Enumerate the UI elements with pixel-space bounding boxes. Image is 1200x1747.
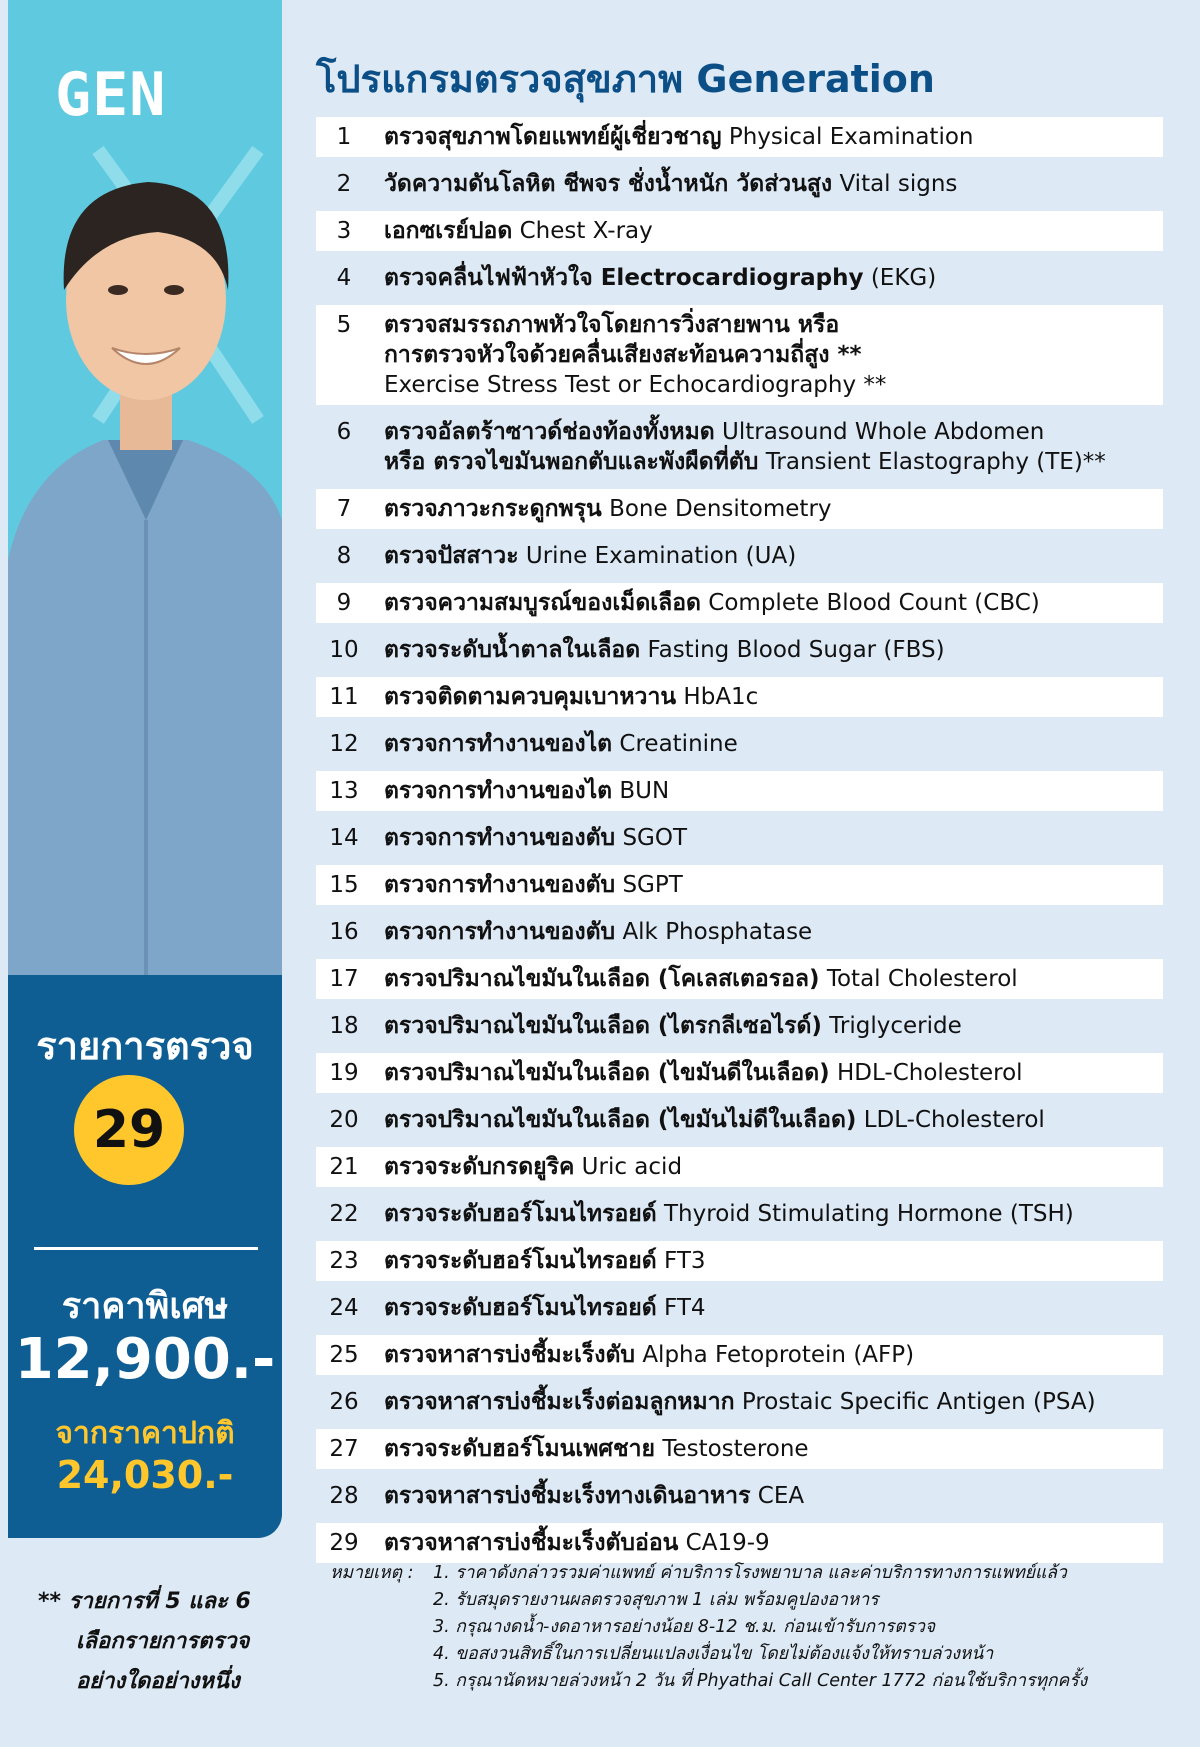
exam-name-thai: ตรวจหาสารบ่งชี้มะเร็งทางเดินอาหาร [384, 1483, 751, 1509]
notes-list [330, 1560, 1190, 1695]
exam-name-thai: ตรวจปัสสาวะ [384, 543, 519, 569]
exam-name-english: Transient Elastography (TE)** [765, 449, 1106, 475]
exam-name-english: Exercise Stress Test or Echocardiography ** [384, 372, 887, 398]
note-item: 5. กรุณานัดหมายล่วงหน้า 2 วัน ที่ Phyathai Call Center 1772 ก่อนใช้บริการทุกครั้ง [433, 1671, 1088, 1691]
exam-number: 26 [329, 1389, 359, 1415]
exam-name-english: Bone Densitometry [609, 496, 832, 522]
exam-number: 16 [329, 919, 359, 945]
exam-number: 5 [336, 312, 352, 338]
exam-row [316, 1335, 1163, 1375]
exam-number: 21 [329, 1154, 359, 1180]
footnote-line: ** รายการที่ 5 และ 6 [38, 1589, 251, 1614]
left-column [0, 0, 284, 1747]
exam-number: 14 [329, 825, 359, 851]
exam-name-thai: ตรวจระดับฮอร์โมนไทรอยด์ [384, 1248, 657, 1274]
exam-row [316, 1053, 1163, 1093]
exam-row [316, 412, 1163, 482]
exam-name-english: SGOT [622, 825, 688, 851]
exam-line [384, 1199, 1163, 1229]
exam-name-thai: ตรวจระดับน้ำตาลในเลือด [384, 637, 641, 663]
exam-row [316, 489, 1163, 529]
exam-text [372, 494, 1163, 524]
notes-section [330, 1560, 1190, 1695]
exam-name-thai: ตรวจระดับฮอร์โมนไทรอยด์ [384, 1295, 657, 1321]
exam-name-english: Chest X-ray [519, 218, 653, 244]
exam-name-english: Fasting Blood Sugar (FBS) [647, 637, 945, 663]
exam-line [384, 1105, 1163, 1135]
exam-number: 29 [329, 1530, 359, 1556]
exam-name-english: Complete Blood Count (CBC) [708, 590, 1040, 616]
exam-line [384, 1528, 1163, 1558]
exam-name-thai: ตรวจการทำงานของไต [384, 778, 613, 804]
exam-row [316, 818, 1163, 858]
exam-name-thai: ตรวจปริมาณไขมันในเลือด (ไขมันดีในเลือด) [384, 1060, 830, 1086]
exam-number: 9 [336, 590, 352, 616]
exam-number: 8 [336, 543, 352, 569]
exam-row [316, 677, 1163, 717]
exam-row [316, 1241, 1163, 1281]
exam-text [372, 870, 1163, 900]
exam-name-english: Triglyceride [829, 1013, 962, 1039]
exam-line [384, 588, 1163, 618]
exam-row [316, 211, 1163, 251]
exam-number: 3 [336, 218, 352, 244]
exam-row [316, 117, 1163, 157]
exam-row [316, 1147, 1163, 1187]
exam-name-thai: ตรวจการทำงานของตับ [384, 872, 616, 898]
exam-number: 19 [329, 1060, 359, 1086]
exam-line [384, 494, 1163, 524]
exam-line [384, 1481, 1163, 1511]
exam-text [372, 1199, 1163, 1229]
exam-name-english: Thyroid Stimulating Hormone (TSH) [664, 1201, 1074, 1227]
exam-name-thai: ตรวจความสมบูรณ์ของเม็ดเลือด [384, 590, 701, 616]
exam-text [372, 1340, 1163, 1370]
exam-text [372, 776, 1163, 806]
exam-line [384, 447, 1163, 477]
exam-name-english: (EKG) [870, 265, 937, 291]
exam-text [372, 682, 1163, 712]
exam-line [384, 1011, 1163, 1041]
exam-name-english: Testosterone [662, 1436, 809, 1462]
exam-row [316, 258, 1163, 298]
exam-name-english: Creatinine [619, 731, 738, 757]
note-item: 4. ขอสงวนสิทธิ์ในการเปลี่ยนแปลงเงื่อนไข โดยไม่ต้องแจ้งให้ทราบล่วงหน้า [433, 1644, 994, 1664]
exam-name-english: Alk Phosphatase [622, 919, 813, 945]
exam-row [316, 912, 1163, 952]
exam-number: 11 [329, 684, 359, 710]
exam-text [372, 1105, 1163, 1135]
footnote-line: อย่างใดอย่างหนึ่ง [76, 1669, 240, 1694]
exam-name-thai: ตรวจการทำงานของตับ [384, 825, 616, 851]
exam-row [316, 1288, 1163, 1328]
note-item: 3. กรุณางดน้ำ-งดอาหารอย่างน้อย 8-12 ช.ม. ก่อนเข้ารับการตรวจ [433, 1617, 936, 1637]
exam-row [316, 1382, 1163, 1422]
exam-name-thai: ตรวจหาสารบ่งชี้มะเร็งต่อมลูกหมาก [384, 1389, 735, 1415]
exam-row [316, 1006, 1163, 1046]
exam-number: 20 [329, 1107, 359, 1133]
exam-text [372, 823, 1163, 853]
hero-photo [8, 0, 282, 975]
exam-text [372, 729, 1163, 759]
exam-line [384, 1246, 1163, 1276]
exam-row [316, 536, 1163, 576]
exam-number: 10 [329, 637, 359, 663]
exam-name-thai: ตรวจการทำงานของตับ [384, 919, 616, 945]
exam-name-english: LDL-Cholesterol [863, 1107, 1045, 1133]
price-panel [8, 975, 282, 1538]
exam-number: 17 [329, 966, 359, 992]
exam-row [316, 630, 1163, 670]
exam-row [316, 1476, 1163, 1516]
exam-name-thai: ตรวจติดตามควบคุมเบาหวาน [384, 684, 677, 710]
exam-name-english: Physical Examination [728, 124, 974, 150]
exam-list [316, 117, 1163, 1570]
special-price: 12,900.- [14, 1327, 276, 1392]
original-price: 24,030.- [56, 1453, 234, 1497]
exam-row [316, 1429, 1163, 1469]
exam-number: 22 [329, 1201, 359, 1227]
exam-row [316, 1194, 1163, 1234]
exam-line [384, 1434, 1163, 1464]
exam-line [384, 310, 1163, 340]
notes-header: หมายเหตุ : [330, 1563, 414, 1583]
exam-text [372, 541, 1163, 571]
exam-line [384, 1152, 1163, 1182]
note-item: 2. รับสมุดรายงานผลตรวจสุขภาพ 1 เล่ม พร้อมคูปองอาหาร [433, 1590, 879, 1610]
exam-name-english: BUN [619, 778, 670, 804]
exam-name-english: Vital signs [839, 171, 958, 197]
exam-name-english: HDL-Cholesterol [837, 1060, 1023, 1086]
exam-number: 15 [329, 872, 359, 898]
exam-name-thai: ตรวจระดับฮอร์โมนไทรอยด์ [384, 1201, 657, 1227]
exam-text [372, 964, 1163, 994]
exam-row [316, 1523, 1163, 1563]
exam-line [384, 776, 1163, 806]
exam-text [372, 1434, 1163, 1464]
exam-line [384, 1293, 1163, 1323]
exam-text [372, 1293, 1163, 1323]
exam-text [372, 122, 1163, 152]
exam-name-thai: วัดความดันโลหิต ชีพจร ชั่งน้ำหนัก วัดส่วนสูง [384, 171, 833, 197]
exam-number: 1 [336, 124, 352, 150]
exam-name-thai: ตรวจสมรรถภาพหัวใจโดยการวิ่งสายพาน หรือ [384, 312, 840, 338]
exam-line [384, 541, 1163, 571]
exam-name-thai: ตรวจระดับฮอร์โมนเพศชาย [384, 1436, 655, 1462]
exam-text [372, 588, 1163, 618]
exam-line [384, 1387, 1163, 1417]
exam-line [384, 417, 1163, 447]
exam-text [372, 169, 1163, 199]
exam-row [316, 771, 1163, 811]
exam-row [316, 583, 1163, 623]
exam-number: 7 [336, 496, 352, 522]
exam-text [372, 635, 1163, 665]
exam-name-english: Prostaic Specific Antigen (PSA) [741, 1389, 1096, 1415]
exam-name-thai: การตรวจหัวใจด้วยคลื่นเสียงสะท้อนความถี่สูง ** [384, 342, 862, 368]
exam-number: 12 [329, 731, 359, 757]
exam-row [316, 305, 1163, 405]
exam-text [372, 417, 1163, 477]
exam-name-english: Urine Examination (UA) [525, 543, 797, 569]
exam-name-thai: ตรวจหาสารบ่งชี้มะเร็งตับ [384, 1342, 636, 1368]
exam-number: 25 [329, 1342, 359, 1368]
exam-name-english: SGPT [622, 872, 683, 898]
original-price-label: จากราคาปกติ [55, 1416, 235, 1451]
special-price-label: ราคาพิเศษ [61, 1286, 229, 1327]
exam-name-thai: ตรวจอัลตร้าซาวด์ช่องท้องทั้งหมด [384, 419, 715, 445]
exam-line [384, 635, 1163, 665]
exam-line [384, 169, 1163, 199]
exam-line [384, 870, 1163, 900]
exam-text [372, 1246, 1163, 1276]
exam-name-thai: เอกซเรย์ปอด [384, 218, 513, 244]
exam-name-english: Ultrasound Whole Abdomen [722, 419, 1045, 445]
exam-name-thai: ตรวจหาสารบ่งชี้มะเร็งตับอ่อน [384, 1530, 679, 1556]
exam-name-english: FT4 [664, 1295, 706, 1321]
exam-name-thai: ตรวจปริมาณไขมันในเลือด (ไตรกลีเซอไรด์) [384, 1013, 822, 1039]
exam-count-badge: 29 [74, 1075, 184, 1185]
exam-name-english: FT3 [664, 1248, 706, 1274]
exam-row [316, 865, 1163, 905]
exam-line [384, 1340, 1163, 1370]
exam-name-english: Uric acid [581, 1154, 683, 1180]
exam-text [372, 917, 1163, 947]
exam-text [372, 1152, 1163, 1182]
exam-row [316, 164, 1163, 204]
exam-number: 6 [336, 419, 352, 445]
exam-number: 2 [336, 171, 352, 197]
exam-row [316, 724, 1163, 764]
exam-line [384, 263, 1163, 293]
exam-number: 18 [329, 1013, 359, 1039]
exam-name-thai: ตรวจระดับกรดยูริค [384, 1154, 575, 1180]
exam-name-english: CEA [757, 1483, 805, 1509]
exam-line [384, 682, 1163, 712]
exam-text [372, 1528, 1163, 1558]
exam-text [372, 216, 1163, 246]
exam-line [384, 122, 1163, 152]
exam-text [372, 1387, 1163, 1417]
exam-name-english: CA19-9 [685, 1530, 770, 1556]
exam-text [372, 263, 1163, 293]
exam-line [384, 1058, 1163, 1088]
sidebar-footnote [38, 1582, 283, 1702]
exam-name-thai: ตรวจภาวะกระดูกพรุน [384, 496, 602, 522]
exam-line [384, 729, 1163, 759]
exam-line [384, 216, 1163, 246]
gen-label: GEN [55, 60, 167, 130]
divider [34, 1247, 258, 1250]
exam-text [372, 1481, 1163, 1511]
exam-name-english: Alpha Fetoprotein (AFP) [642, 1342, 915, 1368]
exam-name-thai: ตรวจการทำงานของไต [384, 731, 613, 757]
exam-name-english: HbA1c [683, 684, 759, 710]
exam-row [316, 959, 1163, 999]
exam-count-label: รายการตรวจ [36, 1024, 254, 1068]
exam-text [372, 310, 1163, 400]
exam-number: 28 [329, 1483, 359, 1509]
exam-name-thai: ตรวจคลื่นไฟฟ้าหัวใจ Electrocardiography [384, 265, 864, 291]
footnote-line: เลือกรายการตรวจ [76, 1629, 250, 1654]
note-item: 1. ราคาดังกล่าวรวมค่าแพทย์ ค่าบริการโรงพยาบาล และค่าบริการทางการแพทย์แล้ว [433, 1563, 1067, 1583]
exam-line [384, 823, 1163, 853]
exam-line [384, 917, 1163, 947]
exam-number: 4 [336, 265, 352, 291]
exam-line [384, 964, 1163, 994]
exam-row [316, 1100, 1163, 1140]
exam-text [372, 1011, 1163, 1041]
exam-name-thai: ตรวจปริมาณไขมันในเลือด (โคเลสเตอรอล) [384, 966, 820, 992]
exam-name-thai: ตรวจสุขภาพโดยแพทย์ผู้เชี่ยวชาญ [384, 124, 722, 150]
exam-number: 13 [329, 778, 359, 804]
exam-number: 23 [329, 1248, 359, 1274]
exam-text [372, 1058, 1163, 1088]
person-photo-illustration [8, 0, 282, 975]
exam-name-english: Total Cholesterol [826, 966, 1018, 992]
exam-name-thai: ตรวจปริมาณไขมันในเลือด (ไขมันไม่ดีในเลือด) [384, 1107, 857, 1133]
exam-number: 24 [329, 1295, 359, 1321]
page-title: โปรแกรมตรวจสุขภาพ Generation [316, 57, 935, 101]
exam-name-thai: หรือ ตรวจไขมันพอกตับและพังผืดที่ตับ [384, 449, 759, 475]
exam-number: 27 [329, 1436, 359, 1462]
